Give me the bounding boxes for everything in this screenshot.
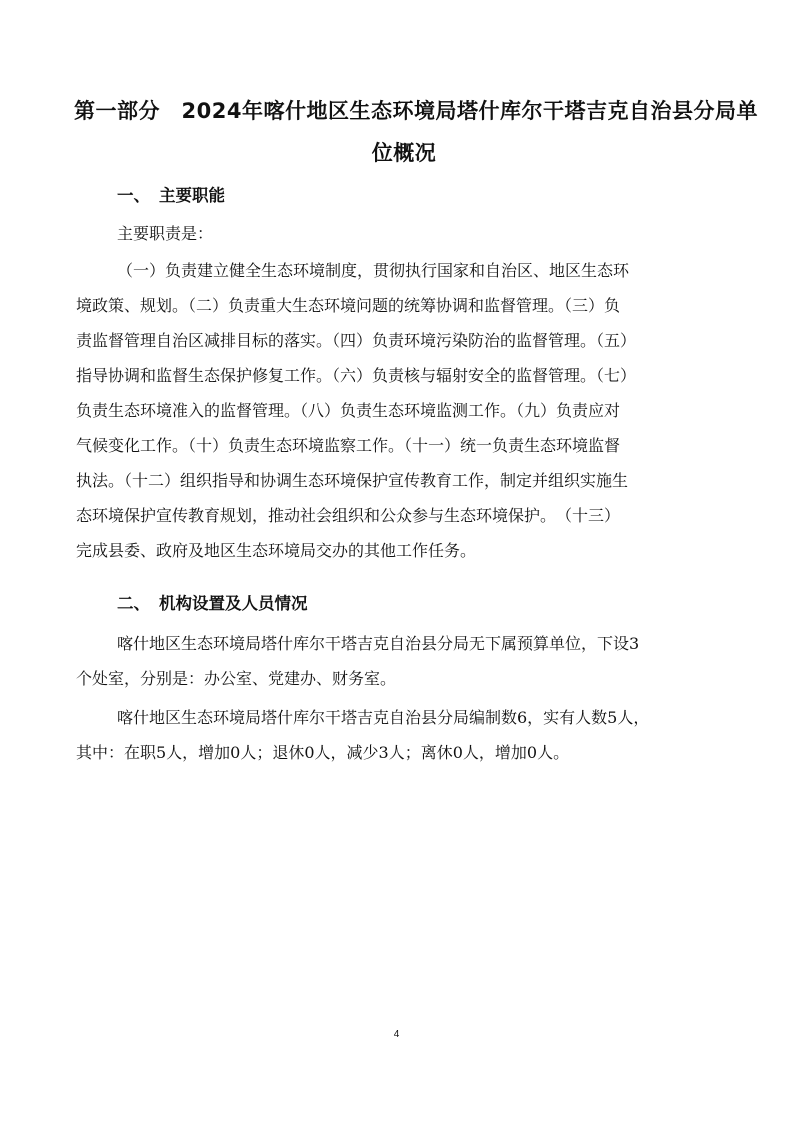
staffing-line: 其中：在职5人，增加0人；退休0人，减少3人；离休0人，增加0人。 <box>76 743 570 762</box>
section-heading-main-functions <box>117 185 225 207</box>
duties-line: （一）负责建立健全生态环境制度，贯彻执行国家和自治区、地区生态环 <box>117 261 630 280</box>
page-title-line-2: 位概况 <box>371 141 437 165</box>
section-title: 机构设置及人员情况 <box>159 594 308 613</box>
section-number: 一、 <box>117 186 150 205</box>
duties-intro: 主要职责是： <box>117 224 214 243</box>
page-number: 4 <box>393 1029 400 1040</box>
duties-line: 执法。（十二）组织指导和协调生态环境保护宣传教育工作，制定并组织实施生 <box>76 471 629 490</box>
duties-line: 完成县委、政府及地区生态环境局交办的其他工作任务。 <box>76 541 477 560</box>
organization-line: 喀什地区生态环境局塔什库尔干塔吉克自治县分局无下属预算单位，下设3 <box>117 634 640 653</box>
duties-line: 气候变化工作。（十）负责生态环境监察工作。（十一）统一负责生态环境监督 <box>76 436 621 455</box>
duties-line: 指导协调和监督生态保护修复工作。（六）负责核与辐射安全的监督管理。（七） <box>76 366 637 385</box>
page-title-line-1: 第一部分 2024年喀什地区生态环境局塔什库尔干塔吉克自治县分局单 <box>74 99 758 123</box>
duties-line: 负责生态环境准入的监督管理。（八）负责生态环境监测工作。（九）负责应对 <box>76 401 621 420</box>
staffing-line: 喀什地区生态环境局塔什库尔干塔吉克自治县分局编制数6，实有人数5人， <box>117 708 650 727</box>
organization-line: 个处室，分别是：办公室、党建办、财务室。 <box>76 669 397 688</box>
duties-line: 责监督管理自治区减排目标的落实。（四）负责环境污染防治的监督管理。（五） <box>76 331 637 350</box>
duties-line: 境政策、规划。（二）负责重大生态环境问题的统筹协调和监督管理。（三）负 <box>76 296 621 315</box>
section-number: 二、 <box>117 594 150 613</box>
duties-line: 态环境保护宣传教育规划，推动社会组织和公众参与生态环境保护。 （十三） <box>76 506 621 525</box>
page-title <box>74 90 758 174</box>
section-heading-organization <box>117 593 308 615</box>
section-title: 主要职能 <box>159 186 225 205</box>
